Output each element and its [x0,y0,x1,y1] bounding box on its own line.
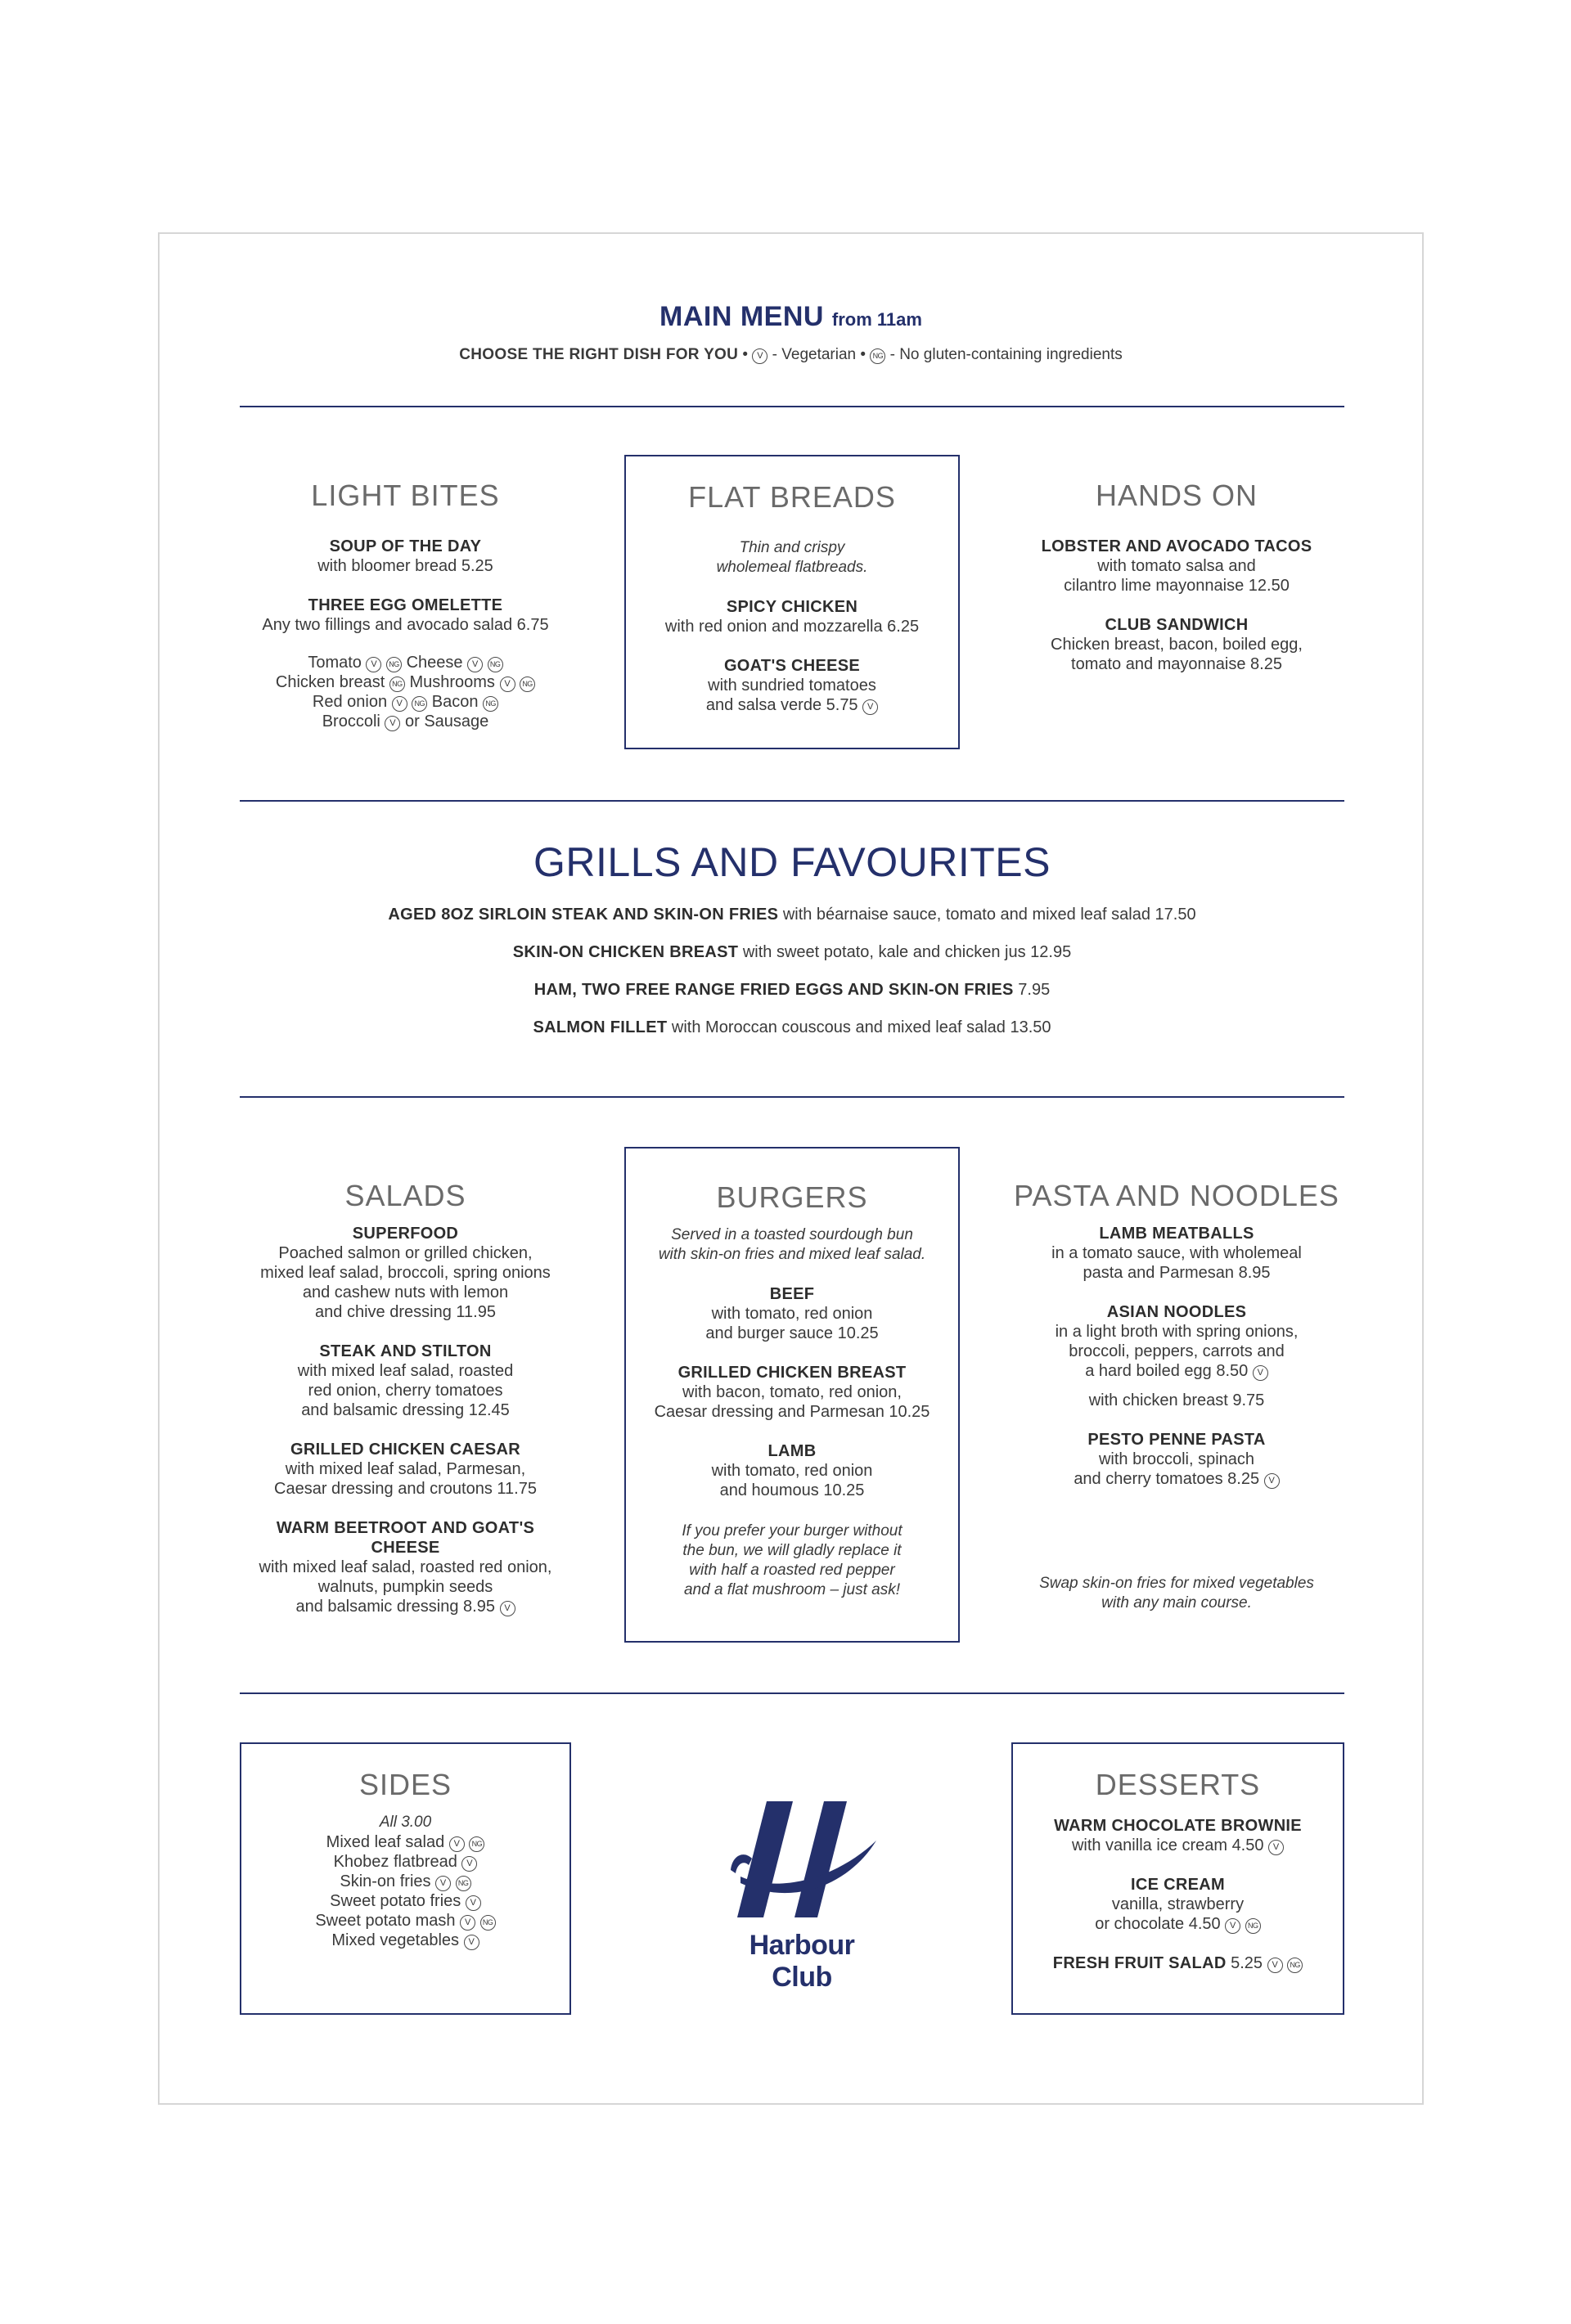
section-title: PASTA AND NOODLES [1014,1179,1339,1212]
item-name: GOAT'S CHEESE [723,657,861,675]
vegetarian-icon: V [500,677,515,692]
no-gluten-icon: NG [456,1876,471,1891]
menu-item [1009,1302,1344,1410]
section-title: BURGERS [716,1180,868,1214]
filling-text: Broccoli [322,712,380,730]
no-gluten-icon: NG [483,696,498,712]
filling-text: Chicken breast [275,673,385,691]
vegetarian-icon: V [500,1601,515,1616]
vegetarian-icon: V [449,1836,465,1852]
item-desc-line [240,1597,571,1616]
side-name: Mixed leaf salad [326,1833,445,1851]
item-desc: with bacon, tomato, red onion, [682,1383,902,1401]
no-gluten-icon: NG [1245,1918,1261,1934]
item-desc: Chicken breast, bacon, boiled egg, [1051,636,1303,654]
menu-card [158,232,1424,2105]
title-time: from 11am [831,309,922,330]
section-title: DESSERTS [1095,1768,1261,1801]
filling-line [240,692,571,712]
item-desc: and chive dressing 11.95 [315,1303,496,1321]
item-name: SKIN-ON CHICKEN BREAST [512,943,739,961]
item-desc: and cashew nuts with lemon [302,1283,509,1301]
note-line: and a flat mushroom – just ask! [683,1581,900,1598]
section-title: LIGHT BITES [311,479,500,512]
legend-gluten: - No gluten-containing ingredients [889,346,1123,363]
item-name: STEAK AND STILTON [319,1342,492,1360]
item-name: ASIAN NOODLES [1106,1303,1247,1321]
section-title: GRILLS AND FAVOURITES [533,839,1051,885]
item-desc: with tomato, red onion [711,1462,873,1480]
menu-item [1013,1816,1343,1855]
side-item [241,1911,569,1931]
no-gluten-icon: NG [1287,1958,1303,1973]
item-desc: and houmous 10.25 [719,1481,865,1499]
vegetarian-icon: V [1225,1918,1240,1934]
desc-text: with vanilla ice cream 4.50 [1071,1836,1264,1854]
note-line: wholemeal flatbreads. [716,559,868,576]
item-name: WARM BEETROOT AND GOAT'S CHEESE [276,1519,535,1557]
menu-item [240,1440,571,1499]
grills-section [240,839,1344,1037]
item-name: FRESH FRUIT SALAD [1052,1954,1227,1972]
legend-intro: CHOOSE THE RIGHT DISH FOR YOU [459,346,739,363]
vegetarian-icon: V [1268,1840,1284,1855]
item-name: WARM CHOCOLATE BROWNIE [1054,1817,1302,1835]
section-footer-note [1009,1574,1344,1613]
salads-section [240,1147,571,1643]
divider [240,800,1344,802]
vegetarian-icon: V [1264,1473,1280,1489]
filling-text: or Sausage [404,712,489,730]
vegetarian-icon: V [752,348,767,364]
vegetarian-icon: V [385,716,400,731]
item-name: LOBSTER AND AVOCADO TACOS [1041,537,1312,555]
note-line: Swap skin-on fries for mixed vegetables [1039,1575,1314,1592]
item-desc: with Moroccan couscous and mixed leaf salad 13.50 [671,1018,1051,1036]
item-desc: cilantro lime mayonnaise 12.50 [1064,577,1290,595]
menu-item [1009,537,1344,596]
item-desc: with mixed leaf salad, roasted [297,1362,514,1380]
desc-text: and salsa verde 5.75 [705,696,858,714]
item-name: BEEF [769,1285,815,1303]
filling-text: Bacon [431,693,479,711]
item-desc-line [1013,1914,1343,1934]
item-desc: in a tomato sauce, with wholemeal [1051,1244,1302,1262]
vegetarian-icon: V [392,696,407,712]
menu-header [160,301,1422,364]
legend-vegetarian: - Vegetarian [772,346,857,363]
vegetarian-icon: V [366,657,381,672]
menu-item [240,1342,571,1420]
no-gluten-icon: NG [386,657,402,672]
vegetarian-icon: V [466,1895,481,1911]
item-desc: Any two fillings and avocado salad 6.75 [262,616,549,634]
item-desc: with red onion and mozzarella 6.25 [664,618,920,636]
item-desc: with broccoli, spinach [1098,1450,1255,1468]
divider [240,1692,1344,1694]
section-title: SIDES [358,1768,452,1801]
note-line: Thin and crispy [739,539,845,556]
side-item [241,1891,569,1911]
item-desc: with tomato, red onion [711,1305,873,1323]
note-line: If you prefer your burger without [682,1522,903,1540]
item-desc-line [1009,1361,1344,1381]
item-name: SOUP OF THE DAY [329,537,482,555]
section-footer-note [626,1522,958,1600]
item-name: GRILLED CHICKEN CAESAR [290,1441,521,1459]
vegetarian-icon: V [1253,1365,1268,1381]
menu-item [626,1441,958,1500]
side-name: Skin-on fries [340,1872,431,1890]
item-desc: tomato and mayonnaise 8.25 [1071,655,1282,673]
item-desc: vanilla, strawberry [1111,1895,1245,1913]
menu-item [1009,1430,1344,1489]
item-desc: pasta and Parmesan 8.95 [1083,1264,1271,1282]
vegetarian-icon: V [467,657,483,672]
menu-item [240,1018,1344,1037]
sides-section [240,1742,571,2015]
vegetarian-icon: V [435,1876,451,1891]
no-gluten-icon: NG [870,348,885,364]
menu-item [626,1363,958,1422]
burgers-section [624,1147,960,1643]
item-desc-line [1013,1836,1343,1855]
item-desc-line [626,695,958,715]
no-gluten-icon: NG [469,1836,484,1852]
menu-item [240,905,1344,924]
item-desc: with sweet potato, kale and chicken jus 12.95 [742,943,1072,961]
item-desc: with sundried tomatoes [708,677,876,695]
side-item [241,1832,569,1852]
divider [240,1096,1344,1098]
flat-breads-section [624,455,960,749]
item-name: LAMB [767,1442,817,1460]
item-desc: with béarnaise sauce, tomato and mixed leaf salad 17.50 [782,906,1196,924]
logo-mark-icon [724,1798,880,1921]
vegetarian-icon: V [460,1915,475,1931]
note-line: with any main course. [1101,1594,1252,1612]
side-item [241,1872,569,1891]
filling-line [240,653,571,672]
menu-item [626,597,958,636]
filling-text: Tomato [308,654,362,672]
filling-line [240,712,571,731]
section-title: HANDS ON [1095,479,1258,512]
filling-text: Cheese [406,654,463,672]
item-desc: with mixed leaf salad, roasted red onion, [259,1558,552,1576]
logo-text: Harbour Club [749,1930,855,1993]
item-desc: walnuts, pumpkin seeds [317,1578,493,1596]
dietary-legend: CHOOSE THE RIGHT DISH FOR YOU • V - Vegetarian • NG - No gluten-containing ingredients [459,346,1123,363]
no-gluten-icon: NG [389,677,405,692]
side-name: Sweet potato fries [330,1892,461,1910]
no-gluten-icon: NG [480,1915,496,1931]
desserts-section [1011,1742,1344,2015]
side-name: Sweet potato mash [315,1912,456,1930]
item-desc: 5.25 [1231,1954,1263,1972]
filling-text: Red onion [312,693,388,711]
page-title [160,301,1422,333]
item-name: PESTO PENNE PASTA [1087,1431,1266,1449]
desc-text: and cherry tomatoes 8.25 [1074,1470,1260,1488]
item-desc: in a light broth with spring onions, [1055,1323,1299,1341]
section-title: FLAT BREADS [688,480,896,514]
vegetarian-icon: V [862,699,878,715]
no-gluten-icon: NG [412,696,427,712]
item-desc: with mixed leaf salad, Parmesan, [285,1460,526,1478]
item-name: AGED 8OZ SIRLOIN STEAK AND SKIN-ON FRIES [388,906,779,924]
item-desc: 7.95 [1018,981,1051,999]
side-name: Khobez flatbread [333,1853,457,1871]
divider [240,406,1344,407]
menu-item [1013,1875,1343,1934]
title-text: MAIN MENU [659,301,824,332]
vegetarian-icon: V [464,1935,479,1950]
filling-line [240,672,571,692]
item-name: SUPERFOOD [352,1225,459,1243]
desc-text: or chocolate 4.50 [1095,1915,1221,1933]
menu-item [1013,1953,1343,1973]
item-name: THREE EGG OMELETTE [308,596,503,614]
item-desc: with tomato salsa and [1097,557,1256,575]
menu-item [240,596,571,635]
menu-item [626,1284,958,1343]
omelette-fillings [240,653,571,731]
item-name: CLUB SANDWICH [1105,616,1249,634]
item-desc: red onion, cherry tomatoes [308,1382,503,1400]
item-extra: with chicken breast 9.75 [1088,1391,1265,1409]
side-name: Mixed vegetables [331,1931,460,1949]
menu-item [240,1224,571,1322]
light-bites-section [240,455,571,749]
item-desc: Caesar dressing and Parmesan 10.25 [654,1403,930,1421]
menu-item [1009,1224,1344,1283]
no-gluten-icon: NG [488,657,503,672]
no-gluten-icon: NG [520,677,535,692]
section-title: SALADS [344,1179,466,1212]
section-note [626,538,958,578]
item-name: HAM, TWO FREE RANGE FRIED EGGS AND SKIN-ON FRIES [533,981,1014,999]
hands-on-section [1009,455,1344,749]
menu-item [240,942,1344,962]
menu-item [240,980,1344,1000]
item-name: GRILLED CHICKEN BREAST [677,1364,907,1382]
item-desc: with bloomer bread 5.25 [317,557,493,575]
item-desc: and burger sauce 10.25 [705,1324,879,1342]
item-desc: mixed leaf salad, broccoli, spring onions [260,1264,551,1282]
item-desc: Poached salmon or grilled chicken, [278,1244,533,1262]
desc-text: and balsamic dressing 8.95 [295,1598,495,1616]
filling-text: Mushrooms [409,673,495,691]
desc-text: a hard boiled egg 8.50 [1085,1362,1249,1380]
price-note: All 3.00 [379,1814,432,1831]
pasta-noodles-section [1009,1147,1344,1643]
menu-item [240,537,571,576]
side-item [241,1931,569,1950]
menu-item [626,656,958,715]
vegetarian-icon: V [1267,1958,1283,1973]
harbour-club-logo [724,1798,880,1994]
note-line: with half a roasted red pepper [689,1562,895,1579]
menu-item [1009,615,1344,674]
item-desc: Caesar dressing and croutons 11.75 [274,1480,537,1498]
item-name: LAMB MEATBALLS [1099,1225,1254,1243]
item-name: SPICY CHICKEN [726,598,858,616]
menu-item [240,1518,571,1616]
item-name: SALMON FILLET [533,1018,668,1036]
section-note [626,1225,958,1265]
note-line: the bun, we will gladly replace it [682,1542,902,1559]
item-desc-line [1009,1469,1344,1489]
side-item [241,1852,569,1872]
vegetarian-icon: V [461,1856,477,1872]
note-line: Served in a toasted sourdough bun [671,1226,913,1243]
note-line: with skin-on fries and mixed leaf salad. [658,1246,926,1263]
item-desc: broccoli, peppers, carrots and [1069,1342,1285,1360]
item-desc: and balsamic dressing 12.45 [301,1401,510,1419]
item-name: ICE CREAM [1131,1876,1225,1894]
